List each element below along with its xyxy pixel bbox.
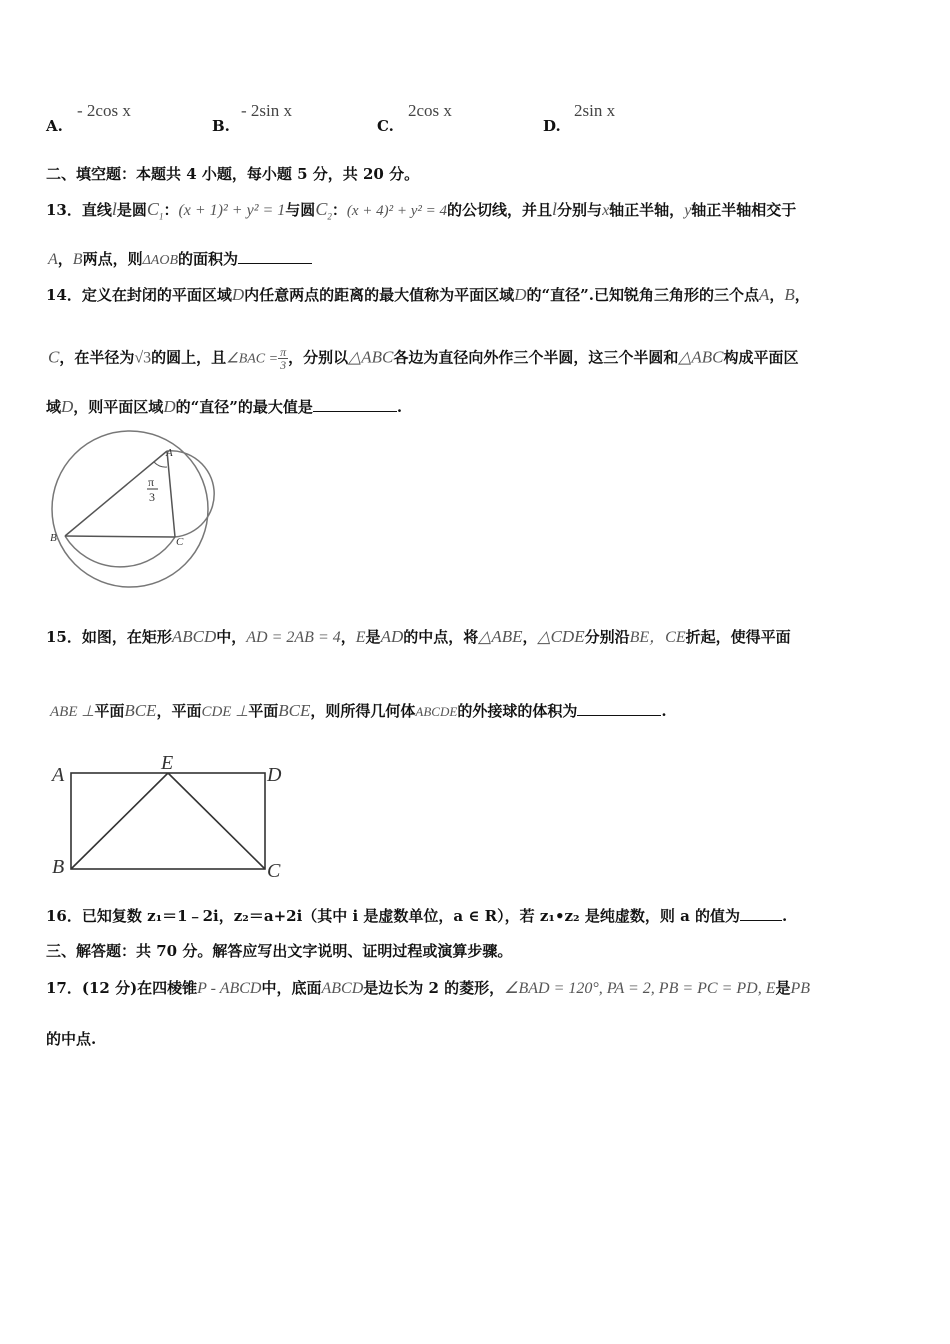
option-c-label: C. — [377, 117, 394, 135]
q17-pyramid: P - ABCD — [197, 980, 262, 997]
q14-text: ，则平面区域 — [73, 398, 164, 416]
q14-text: ， — [794, 286, 810, 304]
q14-d: D — [61, 397, 74, 416]
q13-circle-2-equation: (x + 4)² + y² = 4 — [346, 203, 448, 219]
q13-b: B — [72, 251, 83, 268]
q15-text: 的中点，将 — [403, 628, 479, 646]
q13-text: 与圆 — [285, 201, 316, 219]
q13-triangle: ΔAOB — [142, 253, 179, 268]
q13-number: 13． — [46, 201, 82, 219]
q14-fraction-num: π — [280, 345, 287, 359]
q13-text: ， — [57, 250, 73, 268]
option-b-label: B. — [212, 117, 230, 135]
question-17-line-2: 的中点. — [46, 1030, 97, 1048]
question-14-line-3 — [46, 396, 402, 417]
q14-b: B — [784, 285, 795, 304]
q15-text: 折起，使得平面 — [685, 628, 791, 646]
q15-rectangle: ABCD — [171, 627, 217, 646]
q14-text: 构成平面区 — [723, 348, 799, 367]
question-16 — [46, 905, 787, 926]
q15-text: 平面 — [248, 702, 279, 720]
q14-text: ， — [769, 286, 785, 304]
q15-solid: ABCDE — [415, 704, 458, 719]
q15-cde-perp: CDE ⊥ — [201, 704, 249, 720]
q13-answer-blank[interactable] — [238, 251, 312, 264]
q16-text: 16．已知复数 z₁＝1﹣2i，z₂＝a+2i（其中 i 是虚数单位，a ∈ R），若 z₁•z₂ 是纯虚数，则 a 的值为 — [46, 907, 741, 925]
q17-base: ABCD — [321, 980, 364, 997]
q16-end: . — [782, 907, 788, 925]
option-c-value: 2cos x — [408, 101, 452, 120]
q13-y: y — [684, 202, 692, 219]
point-b-label: B — [52, 856, 65, 878]
point-b-label: B — [50, 532, 57, 544]
angle-arc — [154, 462, 167, 467]
q14-sqrt-3: √3 — [134, 349, 152, 367]
q14-d: D — [231, 285, 245, 304]
q14-d: D — [514, 285, 527, 304]
q15-text: 15．如图，在矩形 — [46, 628, 172, 646]
q13-c1-letter: C — [146, 199, 159, 219]
q14-text: 各边为直径向外作三个半圆，这三个半圆和 — [393, 348, 679, 367]
question-15-line-2 — [50, 700, 667, 721]
q15-bce: BCE — [278, 701, 311, 720]
q13-circle-1-equation: (x + 1)² + y² = 1 — [178, 202, 286, 219]
question-14-line-1 — [46, 284, 810, 305]
q13-c2: $C_2$ — [315, 199, 332, 222]
q17-text: 17．(12 分)在四棱锥 — [46, 979, 198, 997]
q15-text: . — [661, 702, 667, 720]
q14-text: ，在半径为 — [59, 348, 135, 367]
q15-text: ， — [522, 628, 538, 646]
q14-d: D — [163, 397, 176, 416]
q13-line-l: l — [552, 199, 558, 219]
q15-triangle-cde: △CDE — [537, 627, 585, 646]
q13-text: 轴正半轴相交于 — [691, 201, 797, 219]
circumscribed-circle — [52, 431, 208, 587]
q17-text: 是 — [775, 979, 791, 997]
q14-text: 内任意两点的距离的最大值称为平面区域 — [244, 286, 515, 304]
q14-a: A — [758, 285, 770, 304]
point-a-label: A — [166, 447, 173, 459]
q15-triangle-abe: △ABE — [478, 627, 523, 646]
side-ac — [167, 451, 175, 537]
q13-text: ： — [163, 201, 179, 219]
q15-text: 的外接球的体积为 — [457, 702, 578, 720]
figure-15-rectangle-diagram — [44, 748, 294, 882]
q14-text: 的“直径”的最大值是 — [175, 398, 313, 416]
q13-x: x — [602, 202, 610, 219]
q14-text: 的圆上，且 — [151, 348, 227, 367]
section-3-header: 三、解答题：共 70 分。解答应写出文字说明、证明过程或演算步骤。 — [46, 942, 513, 960]
q14-answer-blank[interactable] — [313, 399, 397, 412]
q13-text: 轴正半轴， — [609, 201, 685, 219]
q13-text: 分别与 — [557, 201, 603, 219]
angle-label-pi: π — [148, 475, 155, 489]
q17-text: 中，底面 — [261, 979, 322, 997]
question-13-line-2 — [48, 248, 312, 269]
q13-text: ： — [331, 201, 347, 219]
q13-c1: $C_1$ — [146, 199, 164, 222]
question-14-line-2 — [48, 346, 799, 371]
q13-line-l: l — [111, 199, 117, 219]
question-15-line-1 — [46, 624, 791, 647]
q13-text: 是圆 — [116, 201, 147, 219]
q15-abe-perp: ABE ⊥ — [50, 704, 95, 720]
q14-triangle-abc: △ABC — [678, 347, 724, 367]
q15-e: E — [355, 629, 366, 646]
point-d-label: D — [267, 764, 282, 786]
option-b-value: - 2sin x — [241, 101, 292, 120]
question-17-line-1 — [46, 977, 810, 998]
q15-text: 是 — [365, 628, 381, 646]
segment-ec — [168, 773, 265, 869]
q14-text: ，分别以 — [288, 348, 349, 367]
q13-c2-letter: C — [315, 199, 328, 219]
q17-conditions: ∠BAD = 120°, PA = 2, PB = PC = PD, E — [504, 980, 776, 997]
q15-text: ，平面 — [156, 702, 202, 720]
q13-text: 两点，则 — [82, 250, 143, 268]
q13-text: 的公切线，并且 — [447, 201, 553, 219]
option-d-label: D. — [543, 117, 561, 135]
option-a-value: - 2cos x — [77, 101, 131, 120]
point-e-label: E — [161, 752, 174, 774]
q15-text: 分别沿 — [584, 628, 630, 646]
q14-text: 14．定义在封闭的平面区域 — [46, 286, 232, 304]
option-a-label: A. — [46, 117, 63, 135]
point-c-label: C — [176, 536, 184, 548]
question-13-line-1 — [46, 199, 796, 222]
side-bc — [65, 536, 175, 537]
q17-text: 是边长为 2 的菱形， — [363, 979, 505, 997]
q14-triangle-abc: △ABC — [348, 347, 394, 367]
q15-ad: AD — [380, 627, 404, 646]
q13-text: 的面积为 — [178, 250, 239, 268]
q14-fraction — [278, 346, 288, 371]
q14-text: 的“直径”.已知锐角三角形的三个点 — [526, 286, 759, 304]
semicircle-bc — [65, 536, 175, 567]
option-d-value: 2sin x — [574, 101, 616, 120]
q14-angle: ∠BAC = — [226, 351, 279, 367]
q15-equation: AD = 2AB = 4 — [246, 629, 341, 646]
rectangle-abcd — [71, 773, 265, 869]
q14-text: . — [396, 398, 403, 416]
q15-text: 中， — [216, 628, 247, 646]
q14-c: C — [48, 347, 60, 367]
figure-14-circle-diagram — [44, 428, 216, 594]
q15-text: ，则所得几何体 — [310, 702, 416, 720]
q15-text: 平面 — [94, 702, 125, 720]
q15-text: ， — [340, 628, 356, 646]
q15-be-ce: BE，CE — [629, 629, 686, 646]
q15-bce: BCE — [124, 701, 157, 720]
q14-text: 域 — [46, 398, 62, 416]
angle-label-3: 3 — [149, 490, 155, 504]
q14-fraction-den: 3 — [280, 358, 287, 372]
q13-text: 直线 — [81, 201, 112, 219]
point-a-label: A — [52, 764, 65, 786]
segment-be — [71, 773, 168, 869]
q16-answer-blank[interactable] — [740, 908, 782, 921]
q17-pb: PB — [790, 980, 811, 997]
q15-answer-blank[interactable] — [577, 703, 661, 716]
q13-a: A — [48, 251, 58, 268]
section-2-header: 二、填空题：本题共 4 小题，每小题 5 分，共 20 分。 — [46, 165, 420, 183]
point-c-label: C — [267, 860, 281, 882]
